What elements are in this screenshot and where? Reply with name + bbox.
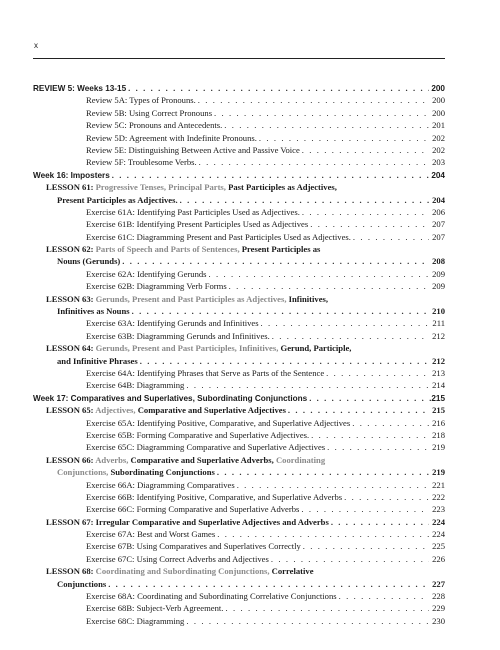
toc-entry-text: LESSON 62: xyxy=(46,244,96,255)
toc-entry xyxy=(33,379,445,391)
toc-page-number: 204 xyxy=(431,170,445,180)
toc-dot-leader xyxy=(112,169,429,181)
toc-dot-leader xyxy=(272,330,429,342)
toc-page-number: 227 xyxy=(432,578,445,589)
toc-page-number: 209 xyxy=(432,268,445,279)
toc-dot-leader xyxy=(352,417,429,429)
toc-entry xyxy=(33,342,445,354)
toc-entry-text: Exercise 67A: Best and Worst Games xyxy=(86,529,216,540)
toc-page-number: 200 xyxy=(432,95,445,106)
toc-page-number: 202 xyxy=(432,132,445,143)
toc-page-number: 224 xyxy=(432,529,445,540)
toc-dot-leader xyxy=(217,528,429,540)
toc-entry xyxy=(33,82,445,94)
toc-page-number: 207 xyxy=(432,219,445,230)
toc-entry xyxy=(33,429,445,441)
toc-entry-title xyxy=(86,144,300,156)
toc-entry-title xyxy=(46,404,286,416)
toc-page-number: 213 xyxy=(432,367,445,378)
toc-entry-title xyxy=(86,441,325,453)
toc-dot-leader xyxy=(303,540,429,552)
toc-entry-text: Infinitives, xyxy=(288,293,329,304)
toc-entry xyxy=(33,218,445,230)
toc-entry-title xyxy=(86,132,257,144)
toc-entry-text: Infinitives as Nouns xyxy=(57,306,130,317)
toc-entry xyxy=(33,590,445,602)
toc-entry-title xyxy=(46,181,337,193)
toc-entry xyxy=(33,181,445,193)
toc-entry-review-topic: Adjectives, xyxy=(95,405,138,416)
toc-entry xyxy=(33,615,445,627)
toc-entry-text: LESSON 66: xyxy=(46,454,96,465)
toc-page-number: 202 xyxy=(432,144,445,155)
toc-entry xyxy=(33,454,445,466)
toc-entry-title xyxy=(86,367,324,379)
toc-entry-review-topic: Parts of Speech and Parts of Sentences, xyxy=(95,244,242,255)
toc-page-number: 223 xyxy=(432,504,445,515)
toc-dot-leader xyxy=(140,355,429,367)
toc-page-number: 224 xyxy=(432,516,445,527)
toc-entry-title xyxy=(57,255,120,267)
toc-page-number: .215 xyxy=(429,393,445,403)
toc-entry xyxy=(33,466,445,478)
toc-page-number: 206 xyxy=(432,206,445,217)
toc-entry-text: Exercise 67C: Using Correct Adverbs and Adjectives xyxy=(86,553,269,564)
toc-entry xyxy=(33,280,445,292)
toc-entry-title xyxy=(86,330,270,342)
toc-dot-leader xyxy=(302,144,429,156)
toc-entry-title xyxy=(86,280,227,292)
toc-entry-title xyxy=(86,206,300,218)
toc-entry-text: Week 16: Imposters xyxy=(33,170,110,180)
header-rule xyxy=(33,58,445,59)
toc-entry-text: LESSON 63: xyxy=(46,293,96,304)
toc-entry xyxy=(33,367,445,379)
toc-entry xyxy=(33,528,445,540)
toc-entry xyxy=(33,255,445,267)
toc-page-number: 203 xyxy=(432,157,445,168)
toc-entry xyxy=(33,491,445,503)
toc-entry xyxy=(33,231,445,243)
toc-entry-title xyxy=(86,615,184,627)
toc-dot-leader xyxy=(331,516,429,528)
toc-entry-title xyxy=(86,317,259,329)
toc-entry-text: Comparative and Superlative Adverbs, xyxy=(130,454,276,465)
toc-entry-text: Exercise 61A: Identifying Past Participles Used as Adjectives. xyxy=(86,206,300,217)
toc-page-number: 200 xyxy=(432,107,445,118)
toc-dot-leader xyxy=(209,268,429,280)
toc-entry-title xyxy=(86,479,235,491)
toc-page-number: 225 xyxy=(432,541,445,552)
toc-page-number: 207 xyxy=(432,231,445,242)
toc-dot-leader xyxy=(186,379,429,391)
toc-entry-title xyxy=(86,528,215,540)
toc-entry-text: Past Participles as Adjectives, xyxy=(228,182,337,193)
toc-dot-leader xyxy=(217,466,429,478)
toc-dot-leader xyxy=(186,615,429,627)
toc-entry xyxy=(33,305,445,317)
toc-entry-review-topic: Coordinating xyxy=(275,454,326,465)
toc-entry-title xyxy=(57,355,138,367)
toc-page-number: 211 xyxy=(432,318,445,329)
toc-dot-leader xyxy=(326,367,429,379)
page-folio: x xyxy=(34,41,38,50)
toc-dot-leader xyxy=(327,441,429,453)
toc-entry-title xyxy=(46,293,328,305)
toc-entry-text: Gerund, Participle, xyxy=(280,343,352,354)
toc-entry-text: Exercise 63A: Identifying Gerunds and Infinitives xyxy=(86,318,259,329)
toc-page-number: 214 xyxy=(432,380,445,391)
toc-entry-title xyxy=(33,393,307,404)
toc-page-number: 229 xyxy=(432,603,445,614)
toc-entry-text: Exercise 64B: Diagramming xyxy=(86,380,185,391)
toc-entry-title xyxy=(57,578,106,590)
toc-entry xyxy=(33,503,445,515)
table-of-contents xyxy=(33,82,445,627)
toc-entry-title xyxy=(86,503,299,515)
toc-entry-text: Exercise 63B: Diagramming Gerunds and Infinitives. xyxy=(86,330,270,341)
toc-page-number: 222 xyxy=(432,491,445,502)
toc-dot-leader xyxy=(224,119,429,131)
toc-entry-text: Correlative xyxy=(271,566,314,577)
toc-dot-leader xyxy=(128,82,429,94)
toc-dot-leader xyxy=(259,132,429,144)
toc-dot-leader xyxy=(261,317,429,329)
toc-entry-title xyxy=(86,218,308,230)
toc-entry xyxy=(33,144,445,156)
toc-page-number: 216 xyxy=(432,417,445,428)
toc-entry-title xyxy=(46,516,329,528)
toc-dot-leader xyxy=(288,404,429,416)
toc-entry xyxy=(33,441,445,453)
toc-dot-leader xyxy=(214,107,429,119)
toc-dot-leader xyxy=(353,231,429,243)
toc-entry-text: Conjunctions xyxy=(57,578,107,589)
toc-entry xyxy=(33,268,445,280)
toc-entry-text: Review 5B: Using Correct Pronouns xyxy=(86,107,213,118)
toc-entry-text: LESSON 64: xyxy=(46,343,96,354)
toc-entry-text: LESSON 61: xyxy=(46,182,96,193)
toc-entry xyxy=(33,330,445,342)
toc-dot-leader xyxy=(301,503,429,515)
toc-entry xyxy=(33,206,445,218)
toc-entry xyxy=(33,94,445,106)
toc-entry-review-topic: Gerunds, Present and Past Participles as Adjectives, xyxy=(95,293,289,304)
toc-entry xyxy=(33,602,445,614)
toc-page-number: 215 xyxy=(432,405,445,416)
toc-entry-review-topic: Adverbs, xyxy=(95,454,131,465)
toc-dot-leader xyxy=(225,602,429,614)
toc-dot-leader xyxy=(271,553,429,565)
toc-entry xyxy=(33,417,445,429)
toc-page-number: 204 xyxy=(432,194,445,205)
toc-entry-text: LESSON 67: Irregular Comparative and Superlative Adjectives and Adverbs xyxy=(46,516,329,527)
toc-entry-title xyxy=(57,466,215,478)
toc-dot-leader xyxy=(311,429,429,441)
toc-dot-leader xyxy=(122,255,429,267)
toc-entry xyxy=(33,479,445,491)
toc-page-number: 219 xyxy=(432,467,445,478)
toc-entry-title xyxy=(86,107,212,119)
toc-page-number: 226 xyxy=(432,553,445,564)
toc-entry xyxy=(33,169,445,181)
toc-entry-title xyxy=(86,429,309,441)
toc-entry-text: Exercise 66A: Diagramming Comparatives xyxy=(86,479,235,490)
toc-entry-text: Review 5F: Troublesome Verbs. xyxy=(86,157,197,168)
toc-page-number: 200 xyxy=(431,84,445,93)
toc-dot-leader xyxy=(344,491,429,503)
toc-entry-title xyxy=(46,454,325,466)
toc-entry xyxy=(33,565,445,577)
toc-entry-title xyxy=(86,156,197,168)
toc-entry-text: Exercise 65A: Identifying Positive, Comparative, and Superlative Adjectives xyxy=(86,417,351,428)
toc-entry-text: Review 5C: Pronouns and Antecedents. xyxy=(86,120,223,131)
toc-page-number: 212 xyxy=(432,330,445,341)
toc-entry-text: Exercise 61B: Identifying Present Participles Used as Adjectives xyxy=(86,219,309,230)
toc-entry xyxy=(33,355,445,367)
toc-dot-leader xyxy=(237,479,429,491)
toc-dot-leader xyxy=(108,578,429,590)
toc-entry xyxy=(33,317,445,329)
toc-entry xyxy=(33,243,445,255)
toc-page-number: 210 xyxy=(432,306,445,317)
toc-entry-text: Exercise 68C: Diagramming xyxy=(86,615,185,626)
toc-entry-title xyxy=(86,590,337,602)
toc-entry-title xyxy=(86,553,269,565)
toc-entry-title xyxy=(86,94,196,106)
toc-dot-leader xyxy=(302,206,429,218)
toc-entry xyxy=(33,156,445,168)
toc-entry-text: Review 5D: Agreement with Indefinite Pronouns. xyxy=(86,132,257,143)
toc-entry xyxy=(33,132,445,144)
toc-entry-text: LESSON 68: xyxy=(46,566,96,577)
toc-entry-title xyxy=(86,119,222,131)
toc-entry-text: Exercise 65C: Diagramming Comparative and Superlative Adjectives xyxy=(86,442,326,453)
toc-entry-title xyxy=(33,170,110,181)
toc-entry-title xyxy=(86,602,223,614)
toc-entry-text: LESSON 65: xyxy=(46,405,96,416)
toc-entry-text: Present Participles as xyxy=(241,244,321,255)
toc-entry-text: Exercise 61C: Diagramming Present and Past Participles Used as Adjectives. xyxy=(86,231,351,242)
toc-entry xyxy=(33,119,445,131)
toc-entry-text: Review 5E: Distinguishing Between Active and Passive Voice xyxy=(86,144,300,155)
toc-page-number: 219 xyxy=(432,442,445,453)
toc-page-number: 230 xyxy=(432,615,445,626)
toc-entry xyxy=(33,392,445,404)
toc-entry-review-topic: Conjunctions, xyxy=(57,467,111,478)
toc-entry-title xyxy=(86,491,342,503)
toc-entry xyxy=(33,516,445,528)
toc-entry-title xyxy=(57,305,130,317)
toc-entry-text: Week 17: Comparatives and Superlatives, Subordinating Conjunctions xyxy=(33,393,308,403)
toc-dot-leader xyxy=(180,194,429,206)
toc-entry xyxy=(33,194,445,206)
toc-dot-leader xyxy=(339,590,429,602)
toc-entry-text: REVIEW 5: Weeks 13-15 xyxy=(33,84,127,93)
toc-page-number: 221 xyxy=(432,479,445,490)
toc-dot-leader xyxy=(309,392,427,404)
toc-entry-title xyxy=(86,540,301,552)
toc-entry-text: Exercise 66B: Identifying Positive, Comparative, and Superlative Adverbs xyxy=(86,491,343,502)
toc-entry-text: Review 5A: Types of Pronouns. xyxy=(86,95,196,106)
toc-page-number: 218 xyxy=(432,429,445,440)
toc-entry-text: Exercise 67B: Using Comparatives and Superlatives Correctly xyxy=(86,541,301,552)
toc-dot-leader xyxy=(310,218,429,230)
toc-page-number: 209 xyxy=(432,281,445,292)
toc-entry-text: Exercise 62B: Diagramming Verb Forms xyxy=(86,281,227,292)
toc-entry-review-topic: Progressive Tenses, Principal Parts, xyxy=(95,182,229,193)
toc-entry xyxy=(33,293,445,305)
toc-entry-title xyxy=(46,243,320,255)
toc-page-number: 208 xyxy=(432,256,445,267)
toc-entry-text: Exercise 65B: Forming Comparative and Superlative Adjectives. xyxy=(86,429,310,440)
toc-entry-title xyxy=(86,379,184,391)
toc-entry-text: Comparative and Superlative Adjectives xyxy=(137,405,286,416)
toc-entry-title xyxy=(57,194,178,206)
toc-entry-text: Nouns (Gerunds) xyxy=(57,256,121,267)
toc-entry xyxy=(33,540,445,552)
toc-entry-title xyxy=(33,83,126,94)
toc-entry xyxy=(33,553,445,565)
toc-entry xyxy=(33,107,445,119)
toc-dot-leader xyxy=(132,305,429,317)
toc-entry-title xyxy=(86,417,350,429)
toc-entry-title xyxy=(86,231,351,243)
toc-entry xyxy=(33,578,445,590)
toc-entry-text: Subordinating Conjunctions xyxy=(110,467,215,478)
toc-entry-text: and Infinitive Phrases xyxy=(57,355,138,366)
toc-entry-review-topic: Gerunds, Present and Past Participles, Infinitives, xyxy=(95,343,281,354)
toc-entry-text: Present Participles as Adjectives. xyxy=(57,194,178,205)
toc-dot-leader xyxy=(198,94,429,106)
toc-entry-title xyxy=(86,268,207,280)
toc-page-number: 212 xyxy=(432,355,445,366)
toc-entry-text: Exercise 68A: Coordinating and Subordinating Correlative Conjunctions xyxy=(86,591,337,602)
toc-entry-text: Exercise 62A: Identifying Gerunds xyxy=(86,268,207,279)
toc-entry-review-topic: Coordinating and Subordinating Conjunctions, xyxy=(95,566,272,577)
toc-dot-leader xyxy=(199,156,429,168)
toc-entry-title xyxy=(46,342,351,354)
toc-entry xyxy=(33,404,445,416)
toc-entry-text: Exercise 66C: Forming Comparative and Superlative Adverbs xyxy=(86,504,300,515)
toc-page-number: 201 xyxy=(432,120,445,131)
toc-dot-leader xyxy=(229,280,429,292)
toc-page-number: 228 xyxy=(432,591,445,602)
toc-entry-text: Exercise 68B: Subject-Verb Agreement. xyxy=(86,603,224,614)
toc-entry-text: Exercise 64A: Identifying Phrases that Serve as Parts of the Sentence xyxy=(86,367,325,378)
toc-entry-title xyxy=(46,565,314,577)
